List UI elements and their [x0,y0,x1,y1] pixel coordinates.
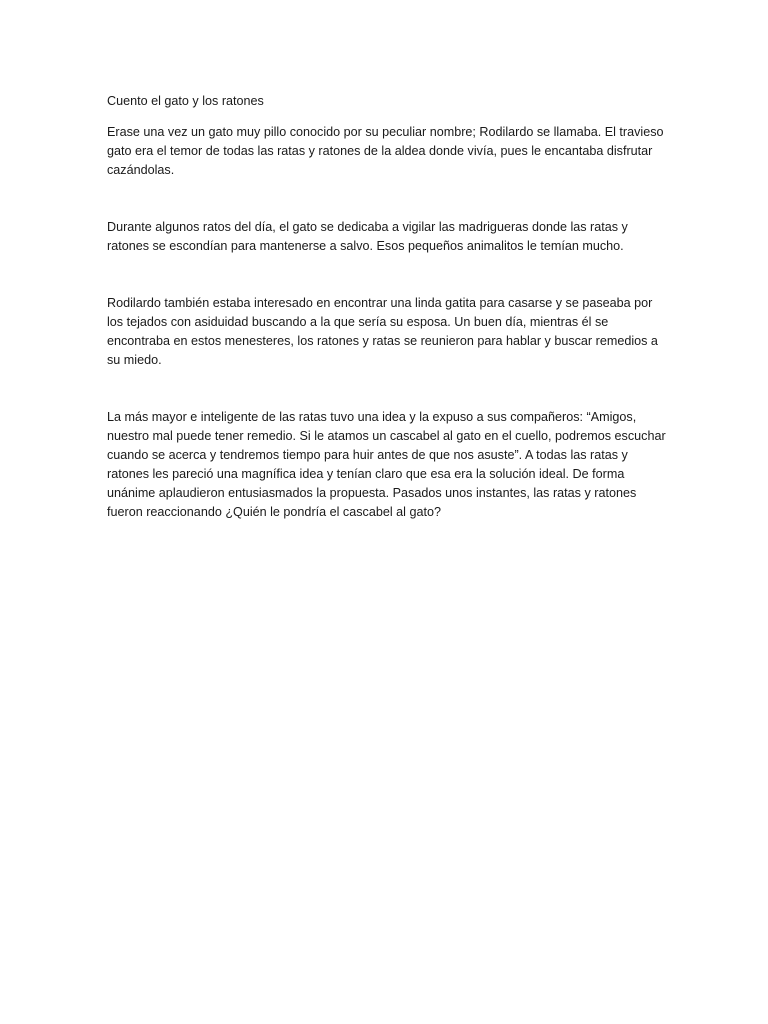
document-title: Cuento el gato y los ratones [107,94,264,108]
paragraph-4: La más mayor e inteligente de las ratas tuvo una idea y la expuso a sus compañeros: “Amigos, nuestro mal puede tener remedio. Si le atamos un cascabel al gato en el cuello, podremos escuchar cuando se acerca y tendremos tiempo para huir antes de que nos asuste”. A todas las ratas y ratones les pareció una magnífica idea y tenían claro que esa era la solución ideal. De forma unánime aplaudieron entusiasmados la propuesta. Pasados unos instantes, las ratas y ratones fueron reaccionando ¿Quién le pondría el cascabel al gato? [107,410,666,519]
paragraph-3: Rodilardo también estaba interesado en encontrar una linda gatita para casarse y se paseaba por los tejados con asiduidad buscando a la que sería su esposa. Un buen día, mientras él se encontraba en estos menesteres, los ratones y ratas se reunieron para hablar y buscar remedios a su miedo. [107,296,658,367]
paragraph-1: Erase una vez un gato muy pillo conocido por su peculiar nombre; Rodilardo se llamaba. El travieso gato era el temor de todas las ratas y ratones de la aldea donde vivía, pues le encantaba disfrutar cazándolas. [107,125,664,177]
document-body [107,92,667,522]
paragraph-2: Durante algunos ratos del día, el gato se dedicaba a vigilar las madrigueras donde las ratas y ratones se escondían para mantenerse a salvo. Esos pequeños animalitos le temían mucho. [107,220,628,253]
